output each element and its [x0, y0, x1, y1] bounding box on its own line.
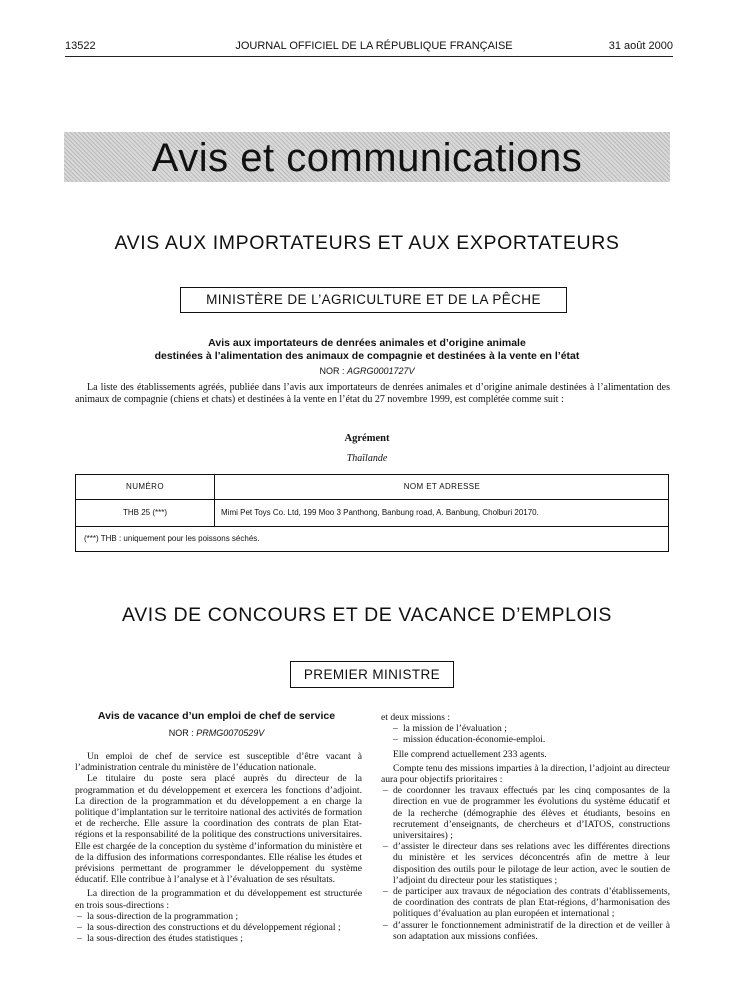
paragraph: Le titulaire du poste sera placé auprès du directeur de la programmation et du développement et exercera les fonctions d’adjoint. La direction de la programmation et du développement a en charge la politique d’implantation sur le territoire national des activités de formation et de recherche. Elle assure la coordination des contrats de plan Etat-régions et la responsabilité de la politique des constructions universitaires. Elle est chargée de la conception du système d’information du ministère et de la diffusion des informations correspondantes. Elle réalise les études et prévisions permettant de programmer le développement du système éducatif. Elle contribue à l’analyse et à l’évaluation de ses résultats. [75, 773, 362, 886]
section-heading-concours: AVIS DE CONCOURS ET DE VACANCE D’EMPLOIS [122, 604, 612, 626]
list-item: – de coordonner les travaux effectués par les cinq composantes de la direction en vue de programmer les évolutions du système éducatif et de la recherche (démographie des élèves et étudiants, besoins en recrutement d’enseignants, de chercheurs et d’IATOS, constructions universitaires) ; [381, 785, 670, 841]
list-item: – de participer aux travaux de négociation des contrats d’établissements, de coordination des contrats de plan Etat-régions, d’harmonisation des politiques d’évaluation au plan européen et international ; [381, 886, 670, 920]
avis-intro: La liste des établissements agréés, publiée dans l’avis aux importateurs de denrées animales et d’origine animale destinées à l’alimentation des animaux de compagnie (chiens et chats) et destinées à la vente en l’état du 27 novembre 1999, est complétée comme suit : [75, 382, 670, 405]
list-item: – la sous-direction des constructions et du développement régional ; [75, 922, 362, 933]
vacancy-title: Avis de vacance d’un emploi de chef de service [97, 710, 336, 722]
ministry-box-premier-ministre: PREMIER MINISTRE [290, 661, 454, 688]
nor-code: AGRG0001727V [346, 366, 415, 376]
country-label: Thaïlande [346, 453, 388, 464]
table-cell-numero: THB 25 (***) [122, 508, 167, 517]
list-item: – la sous-direction de la programmation ; [75, 911, 362, 922]
page-number: 13522 [65, 40, 96, 52]
agrement-label: Agrément [344, 433, 390, 444]
table-header-numero: NUMÉRO [126, 482, 164, 491]
list-item: – mission éducation-économie-emploi. [381, 734, 670, 745]
objectives-list [381, 785, 670, 942]
nor-label: NOR : [168, 728, 194, 738]
table-cell-nom: Mimi Pet Toys Co. Ltd, 199 Moo 3 Panthong, Banbung road, A. Banbung, Cholburi 20170. [221, 508, 539, 517]
table-header-nom: NOM ET ADRESSE [403, 482, 481, 491]
right-column [381, 712, 670, 942]
avis-title-line-2: destinées à l’alimentation des animaux de compagnie et destinées à la vente en l’état [154, 350, 580, 362]
ministry-box: MINISTÈRE DE L’AGRICULTURE ET DE LA PÊCHE [180, 287, 567, 313]
paragraph: Un emploi de chef de service est susceptible d’être vacant à l’administration centrale du ministère de l’éducation nationale. [75, 751, 362, 774]
list-item: – d’assurer le fonctionnement administratif de la direction et de veiller à son adaptation aux missions confiées. [381, 920, 670, 942]
left-column [75, 751, 362, 944]
paragraph: Compte tenu des missions imparties à la direction, l’adjoint au directeur aura pour objectifs prioritaires : [381, 762, 670, 786]
journal-title: JOURNAL OFFICIEL DE LA RÉPUBLIQUE FRANÇAISE [235, 40, 513, 52]
list-item: – la sous-direction des études statistiques ; [75, 933, 362, 944]
section-heading-import: AVIS AUX IMPORTATEURS ET AUX EXPORTATEURS [114, 232, 620, 254]
avis-title [64, 337, 670, 363]
table-column-divider [214, 475, 215, 526]
list-item: – d’assister le directeur dans ses relations avec les différentes directions du ministère et les services déconcentrés afin de mettre à leur disposition des outils pour le pilotage de leur action, avec le soutien de l’adjoint du directeur pour les statistiques ; [381, 841, 670, 886]
establishment-table [75, 474, 669, 552]
paragraph: Elle comprend actuellement 233 agents. [393, 748, 547, 760]
subdirection-list [75, 911, 362, 945]
list-item: – la mission de l’évaluation ; [381, 723, 670, 734]
paragraph: La direction de la programmation et du développement est structurée en trois sous-directions : [75, 888, 362, 911]
header-rule [65, 56, 673, 57]
avis-nor [64, 366, 670, 376]
missions-list [381, 723, 670, 745]
vacancy-nor [64, 728, 369, 738]
avis-title-line-1: Avis aux importateurs de denrées animales et d’origine animale [208, 337, 526, 349]
nor-label: NOR : [319, 366, 345, 376]
nor-code: PRMG0070529V [196, 728, 265, 738]
table-footnote: (***) THB : uniquement pour les poissons séchés. [84, 534, 260, 543]
issue-date: 31 août 2000 [608, 40, 673, 52]
banner-title: Avis et communications [151, 136, 583, 180]
paragraph: et deux missions : [381, 712, 451, 723]
